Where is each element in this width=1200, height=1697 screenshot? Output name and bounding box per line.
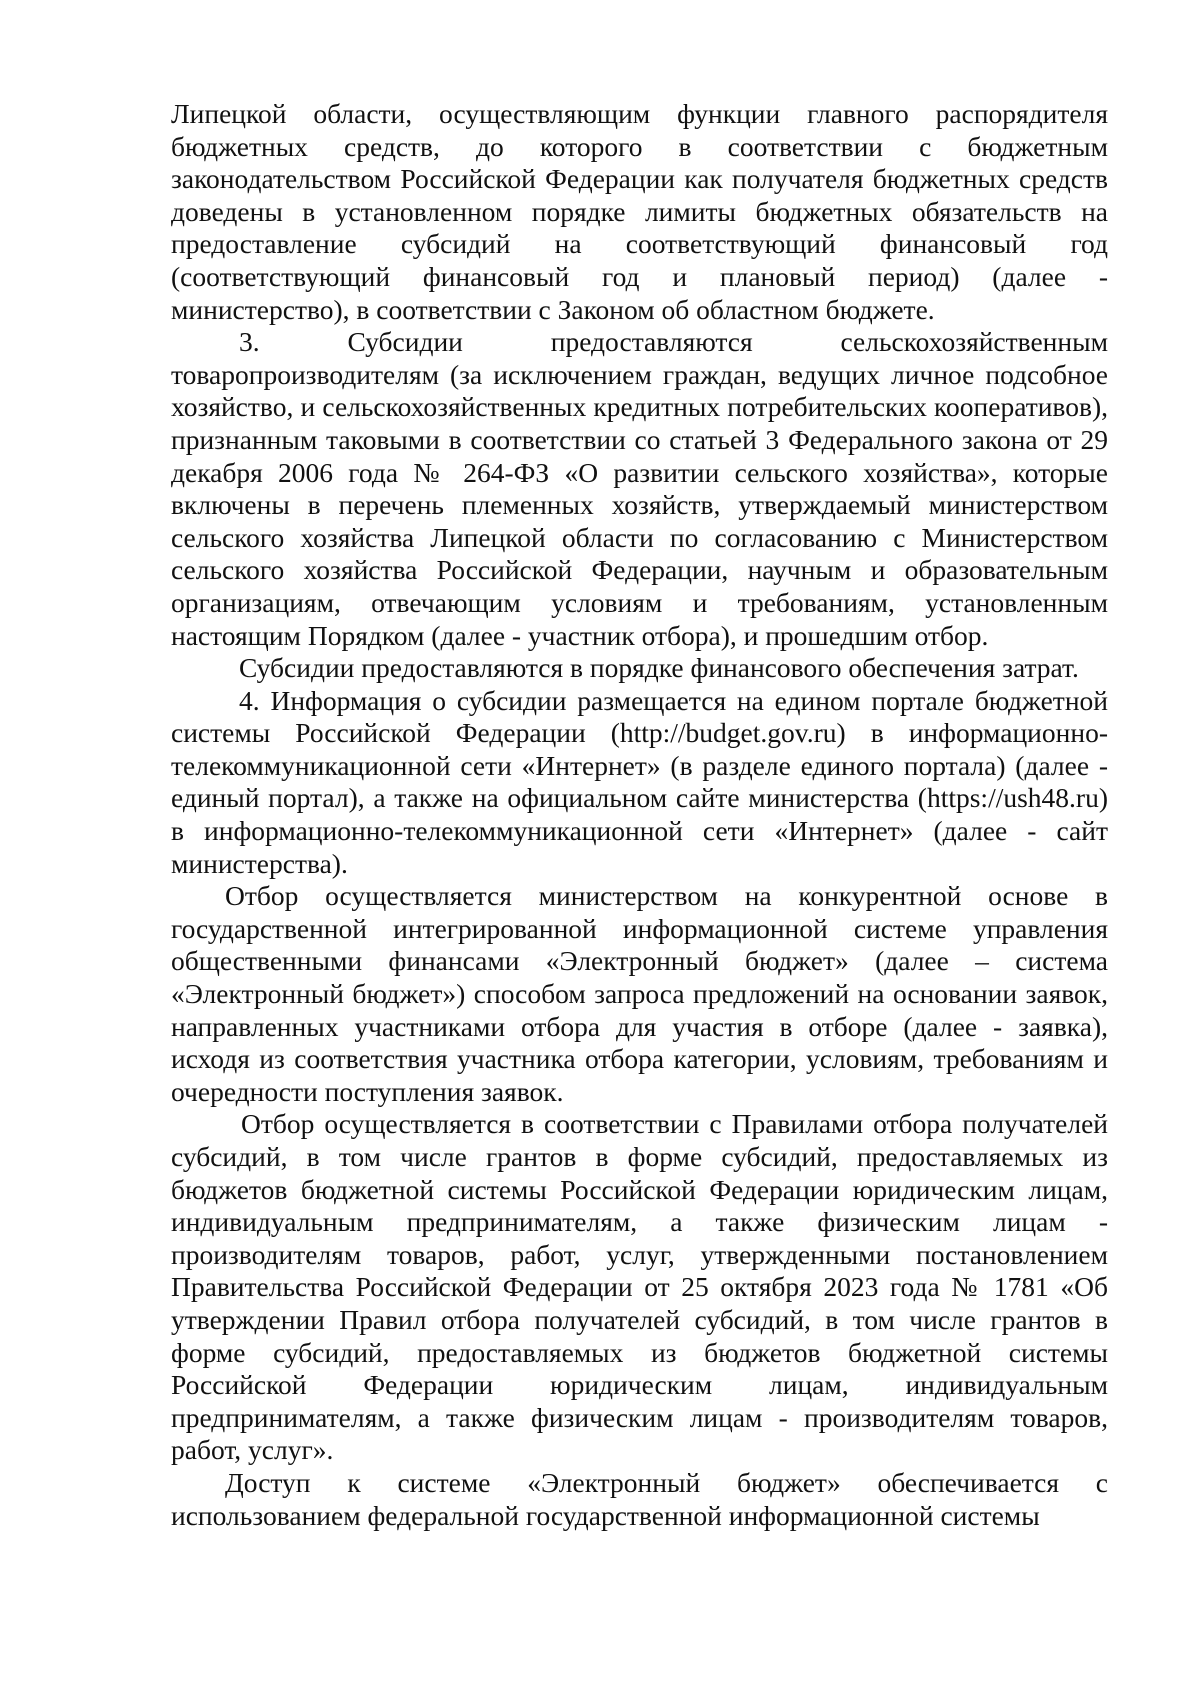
document-page	[171, 98, 1108, 1532]
paragraph-continuation: Липецкой области, осуществляющим функции главного распорядителя бюджетных средств, до которого в соответствии с бюджетным законодательством Российской Федерации как получателя бюджетных средств доведены в установленном порядке лимиты бюджетных обязательств на предоставление субсидий на соответствующий финансовый год (соответствующий финансовый год и плановый период) (далее - министерство), в соответствии с Законом об областном бюджете.	[171, 98, 1108, 325]
paragraph-financing: Субсидии предоставляются в порядке финансового обеспечения затрат.	[239, 652, 1079, 684]
paragraph-selection-competitive: Отбор осуществляется министерством на конкурентной основе в государственной интегрированной информационной системе управления общественными финансами «Электронный бюджет» (далее – система «Электронный бюджет») способом запроса предложений на основании заявок, направленных участниками отбора для участия в отборе (далее - заявка), исходя из соответствия участника отбора категории, условиям, требованиям и очередности поступления заявок.	[171, 880, 1108, 1107]
paragraph-item-4: 4. Информация о субсидии размещается на едином портале бюджетной системы Российской Федерации (http://budget.gov.ru) в информационно-телекоммуникационной сети «Интернет» (в разделе единого портала) (далее - единый портал), а также на официальном сайте министерства (https://ush48.ru) в информационно-телекоммуникационной сети «Интернет» (далее - сайт министерства).	[171, 684, 1108, 879]
paragraph-selection-rules: Отбор осуществляется в соответствии с Правилами отбора получателей субсидий, в том числе грантов в форме субсидий, предоставляемых из бюджетов бюджетной системы Российской Федерации юридическим лицам, индивидуальным предпринимателям, а также физическим лицам - производителям товаров, работ, услуг, утвержденными постановлением Правительства Российской Федерации от 25 октября 2023 года № 1781 «Об утверждении Правил отбора получателей субсидий, в том числе грантов в форме субсидий, предоставляемых из бюджетов бюджетной системы Российской Федерации юридическим лицам, индивидуальным предпринимателям, а также физическим лицам - производителям товаров, работ, услуг».	[171, 1108, 1108, 1466]
paragraph-item-3: 3. Субсидии предоставляются сельскохозяйственным товаропроизводителям (за исключением граждан, ведущих личное подсобное хозяйство, и сельскохозяйственных кредитных потребительских кооперативов), признанным таковыми в соответствии со статьей 3 Федерального закона от 29 декабря 2006 года № 264-ФЗ «О развитии сельского хозяйства», которые включены в перечень племенных хозяйств, утверждаемый министерством сельского хозяйства Липецкой области по согласованию с Министерством сельского хозяйства Российской Федерации, научным и образовательным организациям, отвечающим условиям и требованиям, установленным настоящим Порядком (далее - участник отбора), и прошедшим отбор.	[171, 326, 1108, 651]
paragraph-access: Доступ к системе «Электронный бюджет» обеспечивается с использованием федеральной государственной информационной системы	[171, 1466, 1108, 1531]
